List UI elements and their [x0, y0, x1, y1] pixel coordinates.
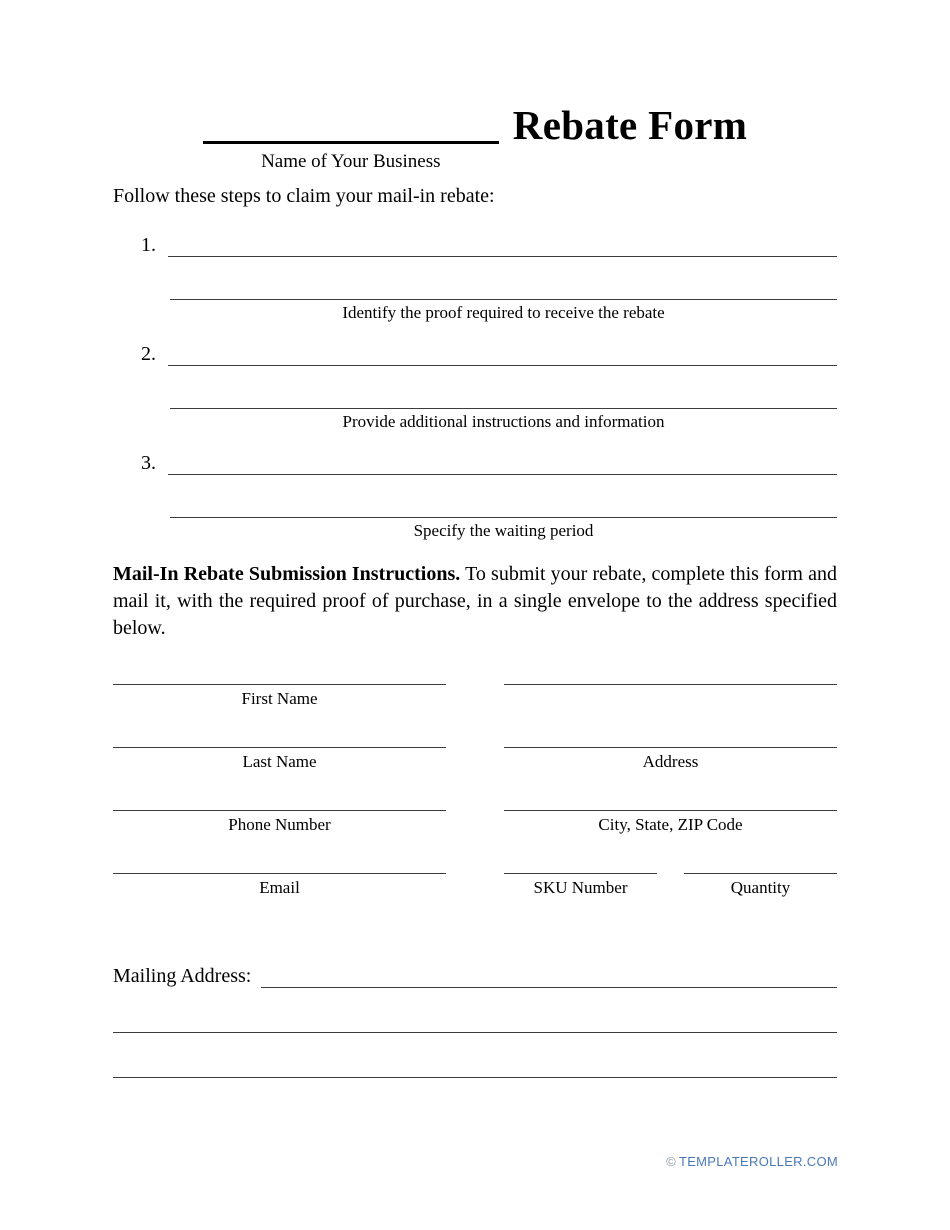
intro-text: Follow these steps to claim your mail-in rebate: [113, 185, 495, 207]
document-header [113, 0, 837, 173]
city-state-zip-label: City, State, ZIP Code [598, 815, 743, 834]
step-1-number: 1. [141, 234, 156, 256]
copyright-symbol: © [666, 1154, 676, 1169]
mailing-address-blank [261, 987, 837, 988]
last-name-blank [113, 729, 446, 748]
phone-number-blank [113, 792, 446, 811]
mailing-address-row [113, 958, 837, 988]
address-field-line-2 [504, 729, 837, 776]
sku-quantity-row [504, 855, 837, 918]
step-3-blank-line-2 [170, 475, 837, 518]
contact-fields-grid [113, 666, 837, 918]
sku-label: SKU Number [533, 878, 628, 897]
step-2-blank-line-2 [170, 366, 837, 409]
business-name-caption: Name of Your Business [261, 151, 441, 172]
email-label: Email [259, 878, 300, 897]
business-name-block [203, 102, 499, 173]
mailing-address-extra-line-2 [113, 1033, 837, 1078]
first-name-label: First Name [241, 689, 318, 708]
contact-fields-left-column [113, 666, 446, 918]
steps-list [113, 220, 837, 547]
contact-fields-right-column [504, 666, 837, 918]
address-field-line-1 [504, 666, 837, 713]
address-label: Address [642, 752, 699, 771]
city-state-zip-blank [504, 792, 837, 811]
address-blank-2 [504, 729, 837, 748]
instructions-body: To submit your rebate, complete this form and mail it, with the required proof of purchase, in a single envelope to the address specified below. [113, 563, 838, 639]
address-blank-1 [504, 666, 837, 685]
templateroller-link[interactable]: TEMPLATEROLLER.COM [678, 1154, 838, 1169]
last-name-field [113, 729, 446, 776]
quantity-field [684, 855, 837, 918]
email-blank [113, 855, 446, 874]
email-field [113, 855, 446, 902]
footer [666, 1154, 838, 1169]
step-item-3 [113, 438, 837, 547]
sku-field [504, 855, 657, 918]
quantity-label: Quantity [730, 878, 791, 897]
step-2-number: 2. [141, 343, 156, 365]
mailing-address-label: Mailing Address: [113, 965, 252, 987]
step-1-caption: Identify the proof required to receive the rebate [342, 303, 665, 322]
step-3-caption: Specify the waiting period [413, 521, 594, 540]
step-2-blank-line-1 [168, 365, 837, 366]
mailing-address-extra-line-1 [113, 988, 837, 1033]
address-spacer [504, 685, 837, 713]
step-1-row-1 [113, 220, 837, 257]
step-3-row-1 [113, 438, 837, 475]
step-1-blank-line-2 [170, 257, 837, 300]
step-3-number: 3. [141, 452, 156, 474]
step-3-blank-line-1 [168, 474, 837, 475]
business-name-blank [203, 102, 499, 144]
sku-blank [504, 855, 657, 874]
instructions-lead: Mail-In Rebate Submission Instructions. [113, 563, 461, 585]
phone-number-field [113, 792, 446, 839]
first-name-blank [113, 666, 446, 685]
phone-number-label: Phone Number [228, 815, 331, 834]
quantity-blank [684, 855, 837, 874]
city-state-zip-field [504, 792, 837, 839]
step-item-1 [113, 220, 837, 329]
step-2-row-1 [113, 329, 837, 366]
step-item-2 [113, 329, 837, 438]
first-name-field [113, 666, 446, 713]
submission-instructions [113, 561, 837, 642]
step-1-blank-line-1 [168, 256, 837, 257]
page-title: Rebate Form [512, 102, 748, 148]
step-2-caption: Provide additional instructions and information [342, 412, 665, 431]
last-name-label: Last Name [242, 752, 317, 771]
